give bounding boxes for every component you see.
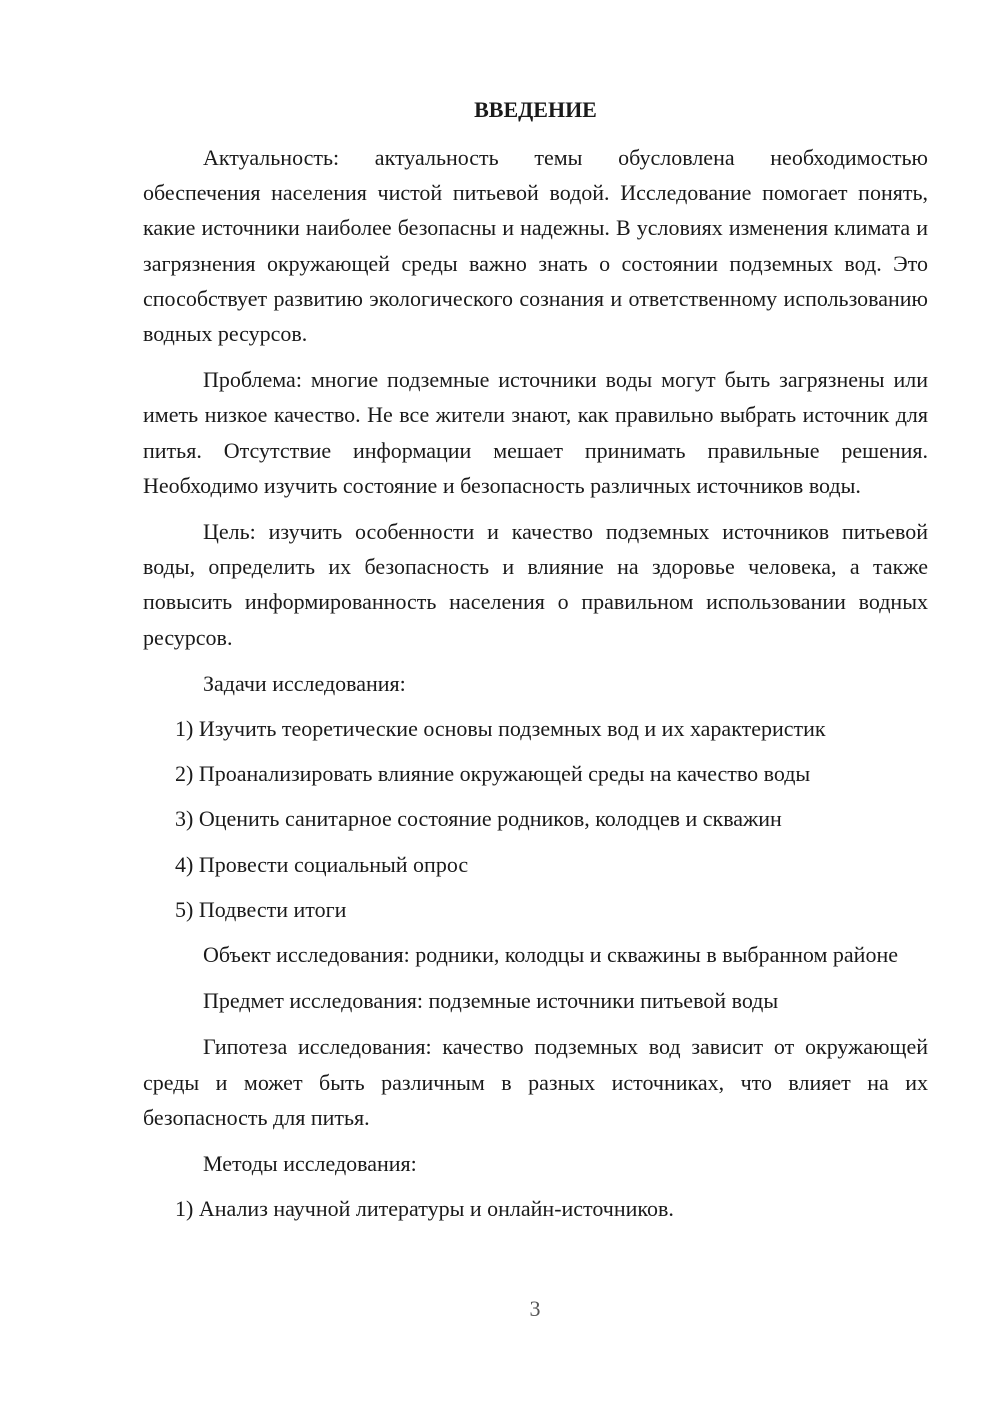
task-item: 3) Оценить санитарное состояние родников, колодцев и скважин [175,806,782,832]
methods-heading: Методы исследования: [203,1151,417,1177]
task-item: 1) Изучить теоретические основы подземных вод и их характеристик [175,716,826,742]
method-item: 1) Анализ научной литературы и онлайн-источников. [175,1196,674,1222]
task-item: 2) Проанализировать влияние окружающей среды на качество воды [175,761,811,787]
problem-paragraph: Проблема: многие подземные источники воды могут быть загрязнены или иметь низкое качество. Не все жители знают, как правильно выбрать источник для питья. Отсутствие информации мешает принимать правильные решения. Необходимо изучить состояние и безопасность различных источников воды. [143,367,928,498]
hypothesis-paragraph: Гипотеза исследования: качество подземных вод зависит от окружающей среды и может быть различным в разных источниках, что влияет на их безопасность для питья. [143,1034,928,1130]
tasks-heading: Задачи исследования: [203,670,406,696]
goal-paragraph: Цель: изучить особенности и качество подземных источников питьевой воды, определить их безопасность и влияние на здоровье человека, а также повысить информированность населения о правильном использовании водных ресурсов. [143,519,928,650]
section-title: ВВЕДЕНИЕ [474,97,597,122]
subject-paragraph: Предмет исследования: подземные источники питьевой воды [203,988,779,1014]
relevance-paragraph: Актуальность: актуальность темы обусловлена необходимостью обеспечения населения чистой питьевой водой. Исследование помогает понять, какие источники наиболее безопасны и надежны. В условиях изменения климата и загрязнения окружающей среды важно знать о состоянии подземных вод. Это способствует развитию экологического сознания и ответственному использованию водных ресурсов. [143,145,928,347]
task-item: 4) Провести социальный опрос [175,851,469,877]
task-item: 5) Подвести итоги [175,896,347,922]
object-paragraph: Объект исследования: родники, колодцы и скважины в выбранном районе [203,942,898,968]
page-number: 3 [529,1296,541,1321]
document-page [143,90,928,1236]
